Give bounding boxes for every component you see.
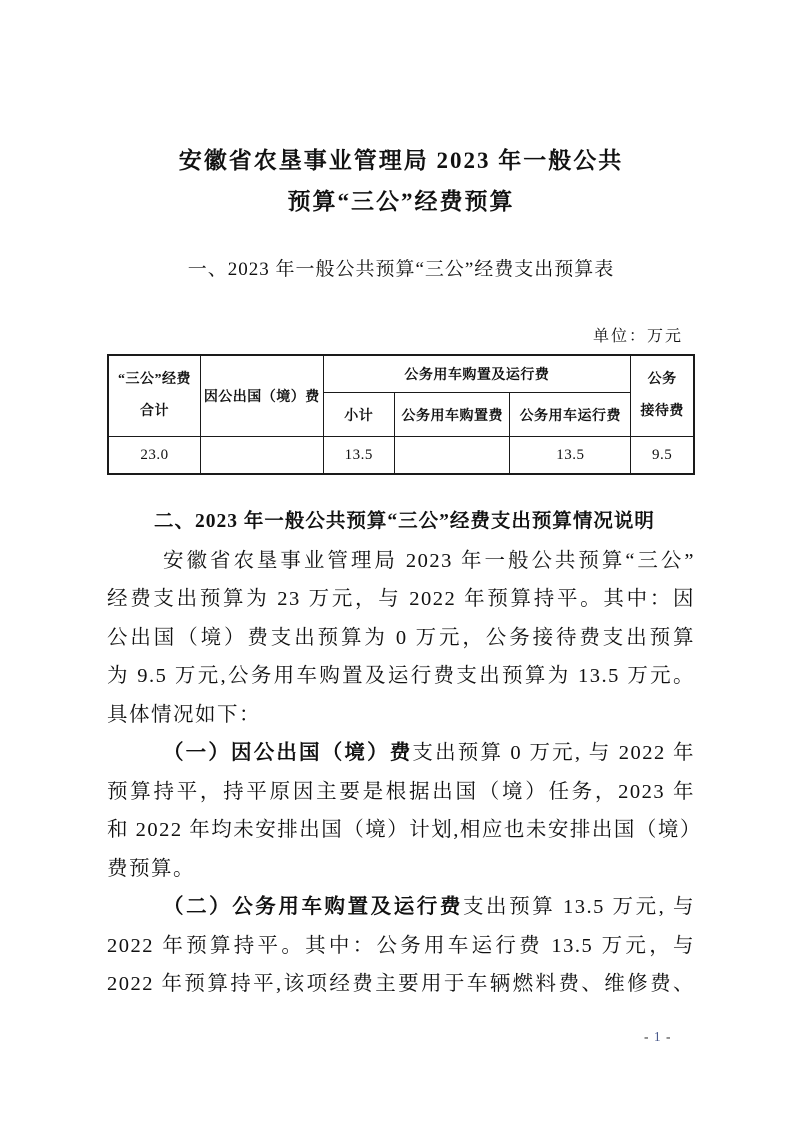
paragraph2-line2: 预算持平，持平原因主要是根据出国（境）任务，2023 年 bbox=[107, 780, 695, 803]
value-abroad-fee bbox=[201, 437, 323, 475]
document-title-line2: 预算“三公”经费预算 bbox=[287, 189, 515, 214]
header-cell-abroad-fee: 因公出国（境）费 bbox=[201, 355, 323, 437]
page-number bbox=[644, 1029, 672, 1045]
header-cell-sangong-total bbox=[108, 355, 201, 437]
table-data-row bbox=[108, 437, 694, 475]
paragraph3-line3: 2022 年预算持平,该项经费主要用于车辆燃料费、维修费、 bbox=[107, 973, 695, 995]
sangong-budget-table bbox=[107, 354, 695, 475]
paragraph1-line5: 具体情况如下： bbox=[107, 703, 261, 726]
paragraph2-line1 bbox=[107, 734, 695, 773]
unit-label: 单位：万元 bbox=[592, 328, 683, 345]
value-vehicle-subtotal: 13.5 bbox=[323, 437, 394, 475]
header-cell-subtotal: 小计 bbox=[323, 393, 394, 437]
paragraph1-line3: 公出国（境）费支出预算为 0 万元，公务接待费支出预算 bbox=[107, 626, 695, 649]
paragraph1-line2: 经费支出预算为 23 万元，与 2022 年预算持平。其中：因 bbox=[107, 588, 695, 610]
value-vehicle-purchase bbox=[395, 437, 510, 475]
paragraph1-line1: 安徽省农垦事业管理局 2023 年一般公共预算“三公” bbox=[163, 549, 695, 572]
paragraph2-line4: 费预算。 bbox=[107, 857, 195, 880]
section2-heading: 二、2023 年一般公共预算“三公”经费支出预算情况说明 bbox=[154, 511, 655, 532]
paragraph2-line1-rest: 支出预算 0 万元, 与 2022 年 bbox=[412, 742, 696, 764]
page-number-prefix: - bbox=[644, 1029, 654, 1044]
header-cell-reception-fee bbox=[631, 355, 694, 437]
value-vehicle-operation: 13.5 bbox=[510, 437, 631, 475]
header-cell-vehicle-purchase: 公务用车购置费 bbox=[395, 393, 510, 437]
document-title bbox=[107, 140, 695, 222]
document-content bbox=[107, 0, 702, 1004]
paragraph3-line2: 2022 年预算持平。其中：公务用车运行费 13.5 万元，与 bbox=[107, 934, 695, 957]
paragraph2-line3: 和 2022 年均未安排出国（境）计划,相应也未安排出国（境） bbox=[107, 819, 702, 841]
header-cell-vehicle-operation: 公务用车运行费 bbox=[510, 393, 631, 437]
header-sangong-total-line2: 合计 bbox=[140, 404, 170, 419]
paragraph3-lead: （二）公务用车购置及运行费 bbox=[163, 896, 463, 918]
header-cell-vehicle-group: 公务用车购置及运行费 bbox=[323, 355, 631, 393]
header-sangong-total-line1: “三公”经费 bbox=[118, 372, 192, 387]
paragraph2-lead: （一）因公出国（境）费 bbox=[163, 742, 413, 764]
paragraph1-line4: 为 9.5 万元,公务用车购置及运行费支出预算为 13.5 万元。 bbox=[107, 665, 695, 687]
page-number-value: 1 bbox=[653, 1029, 662, 1044]
document-title-line1: 安徽省农垦事业管理局 2023 年一般公共 bbox=[178, 148, 624, 173]
header-reception-line1: 公务 bbox=[647, 372, 677, 387]
table-header-row-1 bbox=[108, 355, 694, 393]
page-number-suffix: - bbox=[661, 1029, 672, 1044]
header-reception-line2: 接待费 bbox=[640, 404, 684, 419]
section1-heading: 一、2023 年一般公共预算“三公”经费支出预算表 bbox=[187, 259, 615, 280]
value-reception-fee: 9.5 bbox=[631, 437, 694, 475]
value-sangong-total: 23.0 bbox=[108, 437, 201, 475]
paragraph3-line1 bbox=[107, 888, 695, 927]
paragraph3-line1-rest: 支出预算 13.5 万元, 与 bbox=[462, 896, 696, 918]
